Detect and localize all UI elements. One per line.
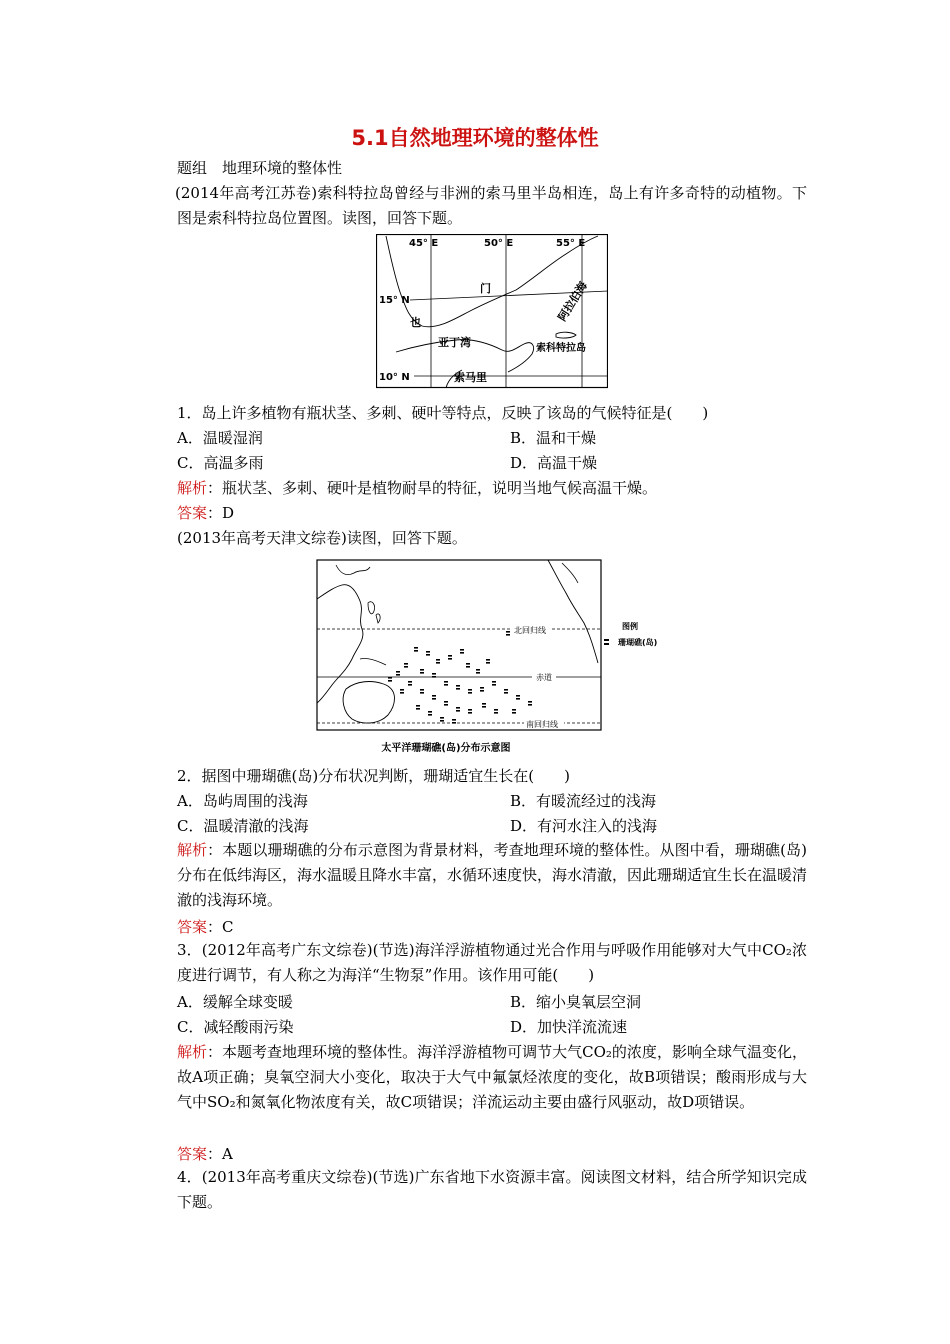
q2-stem: 2．据图中珊瑚礁(岛)分布状况判断，珊瑚适宜生长在( ) — [177, 767, 570, 785]
coral-reef-mark — [492, 681, 496, 683]
coral-reef-mark — [456, 688, 460, 690]
coral-reef-mark — [440, 720, 444, 722]
coral-reef-mark — [426, 651, 430, 653]
legend-coral: 珊瑚礁(岛) — [618, 638, 658, 647]
q1-answer-text: ：D — [207, 504, 235, 522]
legend-title: 图例 — [622, 622, 638, 631]
coral-reef-mark — [480, 690, 484, 692]
q2-answer — [177, 917, 234, 937]
label-socotra: 索科特拉岛 — [536, 343, 586, 354]
q1-option-a: A．温暖湿润 — [177, 429, 263, 447]
coral-reef-mark — [504, 689, 508, 691]
coral-reef-mark — [420, 669, 424, 671]
coral-reef-mark — [444, 684, 448, 686]
q2-analysis — [177, 838, 807, 913]
label-equator: 赤道 — [536, 673, 552, 682]
label-arabian-sea: 阿拉伯海 — [555, 279, 590, 324]
coral-reef-mark — [408, 684, 412, 686]
coral-reef-mark — [494, 712, 498, 714]
coral-reef-mark — [512, 712, 516, 714]
q3-option-b: B．缩小臭氧层空洞 — [510, 993, 642, 1011]
coral-reef-mark — [476, 669, 480, 671]
coral-reef-mark — [400, 689, 404, 691]
lat-label-15: 15° N — [379, 295, 410, 306]
q3-option-a: A．缓解全球变暖 — [177, 993, 293, 1011]
coral-reef-mark — [444, 681, 448, 683]
coral-reef-mark — [432, 673, 436, 675]
coral-reef-mark — [468, 712, 472, 714]
coral-reef-mark — [432, 676, 436, 678]
coral-reef-mark — [444, 701, 448, 703]
legend-coral-symbol — [604, 639, 609, 645]
q3-answer-label: 答案 — [177, 1145, 208, 1163]
coral-reef-mark — [468, 689, 472, 691]
coral-reef-mark — [466, 666, 470, 668]
coral-reef-mark — [436, 659, 440, 661]
q2-answer-text: ：C — [207, 918, 234, 936]
coral-reef-mark — [456, 707, 460, 709]
intro-paragraph-2: (2013年高考天津文综卷)读图，回答下题。 — [177, 529, 467, 547]
q1-analysis — [177, 478, 657, 498]
q3-analysis-label: 解析 — [177, 1043, 208, 1061]
coral-reef-mark — [388, 680, 392, 682]
coral-reef-mark — [414, 650, 418, 652]
label-ye: 也 — [410, 316, 421, 329]
coral-reef-mark — [452, 719, 456, 721]
coral-reef-mark — [448, 655, 452, 657]
coral-reef-mark — [404, 666, 408, 668]
coral-reef-mark — [506, 631, 510, 633]
coral-reef-mark — [506, 634, 510, 636]
coral-reef-mark — [528, 704, 532, 706]
lon-label-50: 50° E — [484, 238, 514, 249]
q1-stem: 1．岛上许多植物有瓶状茎、多刺、硬叶等特点，反映了该岛的气候特征是( ) — [177, 404, 709, 422]
coral-reef-mark — [516, 695, 520, 697]
lat-label-10: 10° N — [379, 372, 410, 383]
coral-reef-mark — [444, 704, 448, 706]
socotra-island — [556, 332, 576, 338]
page-title: 5.1自然地理环境的整体性 — [351, 126, 599, 150]
socotra-location-map — [376, 234, 608, 389]
lon-label-45: 45° E — [409, 238, 439, 249]
lon-label-55: 55° E — [556, 238, 586, 249]
q2-answer-label: 答案 — [177, 918, 208, 936]
coral-reef-mark — [460, 652, 464, 654]
coral-reef-mark — [420, 689, 424, 691]
q3-answer — [177, 1144, 233, 1164]
q2-analysis-label: 解析 — [177, 841, 208, 859]
coral-reef-mark — [388, 677, 392, 679]
q2-option-b: B．有暖流经过的浅海 — [510, 792, 657, 810]
q3-analysis-text: ：本题考查地理环境的整体性。海洋浮游植物可调节大气CO₂的浓度，影响全球气温变化，故A项正确；臭氧空洞大小变化，取决于大气中氟氯烃浓度的变化，故B项错误；酸雨形成与大气中SO₂和氮氧化物浓度有关，故C项错误；洋流运动主要由盛行风驱动，故D项错误。 — [177, 1043, 807, 1111]
coral-reef-mark — [482, 703, 486, 705]
q1-option-d: D．高温干燥 — [510, 454, 598, 472]
coral-reef-mark — [432, 698, 436, 700]
q4-stem: 4．(2013年高考重庆文综卷)(节选)广东省地下水资源丰富。阅读图文材料，结合所学知识完成下题。 — [177, 1168, 807, 1211]
coral-reef-mark — [416, 705, 420, 707]
coral-reef-mark — [396, 674, 400, 676]
q1-answer — [177, 503, 234, 523]
coral-reef-mark — [416, 708, 420, 710]
q2-option-c: C．温暖清澈的浅海 — [177, 817, 309, 835]
pacific-coral-reef-map — [316, 559, 668, 759]
q3-answer-text: ：A — [207, 1145, 233, 1163]
coral-reef-mark — [400, 692, 404, 694]
coral-reef-mark — [516, 698, 520, 700]
coral-reef-mark — [460, 649, 464, 651]
label-north-tropic: 北回归线 — [514, 626, 546, 635]
coral-reef-mark — [476, 672, 480, 674]
label-gulf-of-aden: 亚丁湾 — [438, 336, 471, 349]
q2-option-d: D．有河水注入的浅海 — [510, 817, 658, 835]
coral-reef-mark — [492, 684, 496, 686]
q2-analysis-text: ：本题以珊瑚礁的分布示意图为背景材料，考查地理环境的整体性。从图中看，珊瑚礁(岛)分布在低纬海区，海水温暖且降水丰富，水循环速度快，海水清澈，因此珊瑚适宜生长在温暖清澈的浅海环境。 — [177, 841, 808, 909]
section-heading: 题组 地理环境的整体性 — [177, 159, 343, 177]
q2-option-a: A．岛屿周围的浅海 — [177, 792, 308, 810]
coral-reef-mark — [452, 722, 456, 724]
coral-reef-mark — [468, 692, 472, 694]
coral-reef-mark — [528, 701, 532, 703]
coral-reef-mark — [512, 709, 516, 711]
label-south-tropic: 南回归线 — [526, 720, 558, 729]
q3-option-c: C．减轻酸雨污染 — [177, 1018, 294, 1036]
q3-option-d: D．加快洋流流速 — [510, 1018, 628, 1036]
coral-reef-mark — [504, 692, 508, 694]
coral-reef-mark — [486, 659, 490, 661]
coral-reef-mark — [420, 692, 424, 694]
coral-reef-mark — [440, 717, 444, 719]
q3-analysis — [177, 1040, 807, 1115]
coral-reef-mark — [448, 658, 452, 660]
label-men: 门 — [480, 282, 491, 295]
map2-caption: 太平洋珊瑚礁(岛)分布示意图 — [381, 743, 511, 754]
coral-reef-mark — [426, 654, 430, 656]
coral-reef-mark — [494, 709, 498, 711]
q1-analysis-text: ：瓶状茎、多刺、硬叶是植物耐旱的特征，说明当地气候高温干燥。 — [207, 479, 658, 497]
q3-stem: 3．(2012年高考广东文综卷)(节选)海洋浮游植物通过光合作用与呼吸作用能够对大气中CO₂浓度进行调节，有人称之为海洋“生物泵”作用。该作用可能( ) — [177, 941, 807, 984]
coral-reef-mark — [432, 695, 436, 697]
coral-reef-mark — [428, 711, 432, 713]
q1-analysis-label: 解析 — [177, 479, 208, 497]
coral-reef-mark — [396, 671, 400, 673]
coral-reef-mark — [428, 714, 432, 716]
coral-reef-mark — [414, 647, 418, 649]
q1-option-b: B．温和干燥 — [510, 429, 597, 447]
coral-reef-mark — [480, 687, 484, 689]
coral-reef-mark — [456, 710, 460, 712]
coral-reef-mark — [482, 706, 486, 708]
coral-reef-mark — [408, 681, 412, 683]
coral-reef-mark — [404, 663, 408, 665]
coral-reef-mark — [420, 672, 424, 674]
intro-paragraph-1: (2014年高考江苏卷)索科特拉岛曾经与非洲的索马里半岛相连，岛上有许多奇特的动植物。下图是索科特拉岛位置图。读图，回答下题。 — [175, 184, 807, 227]
coral-reef-mark — [436, 662, 440, 664]
coral-reef-mark — [486, 662, 490, 664]
label-somali: 索马里 — [454, 371, 487, 384]
coral-reef-mark — [456, 685, 460, 687]
q1-answer-label: 答案 — [177, 504, 208, 522]
q1-option-c: C．高温多雨 — [177, 454, 264, 472]
coral-reef-mark — [468, 709, 472, 711]
coral-reef-mark — [466, 663, 470, 665]
